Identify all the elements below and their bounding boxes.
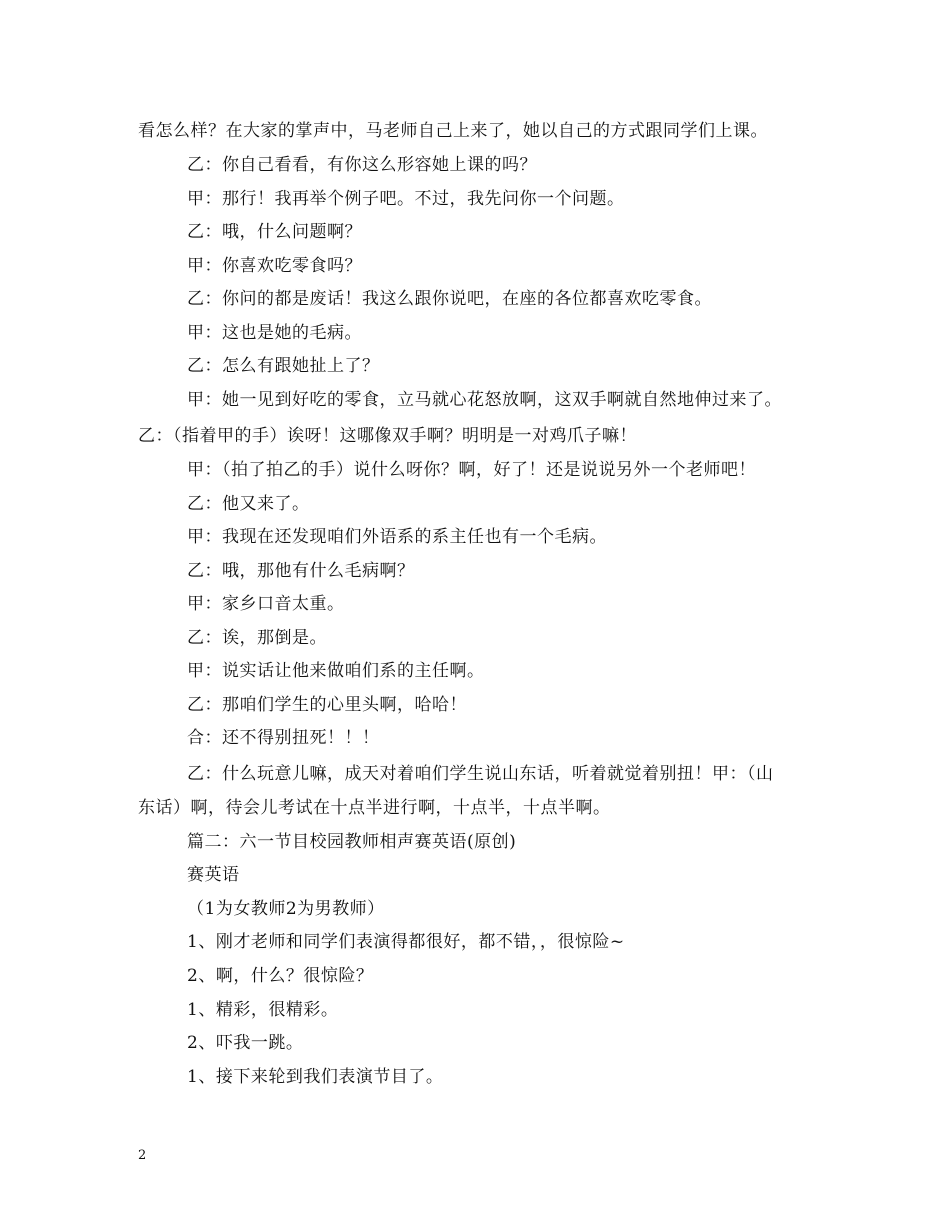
- text-line: 合：还不得别扭死！！！: [187, 728, 380, 748]
- text-line: 甲：家乡口音太重。: [187, 594, 345, 614]
- text-line: 赛英语: [187, 865, 240, 885]
- text-line: 东话）啊，待会儿考试在十点半进行啊，十点半，十点半啊。: [138, 798, 611, 818]
- text-line: 乙：怎么有跟她扯上了？: [187, 356, 380, 376]
- text-line: 甲：那行！我再举个例子吧。不过，我先问你一个问题。: [187, 189, 625, 209]
- text-line: 乙：他又来了。: [187, 494, 310, 514]
- text-line: 甲：这也是她的毛病。: [187, 323, 362, 343]
- text-line: 2、啊，什么？很惊险？: [187, 966, 374, 986]
- text-line: 看怎么样？在大家的掌声中，马老师自己上来了，她以自己的方式跟同学们上课。: [138, 121, 768, 141]
- text-line: 2、吓我一跳。: [187, 1033, 304, 1053]
- text-line: （1为女教师2为男教师）: [187, 899, 385, 919]
- page-number: 2: [138, 1148, 147, 1163]
- text-line: 1、精彩，很精彩。: [187, 1000, 339, 1020]
- text-line: 甲：说实话让他来做咱们系的主任啊。: [187, 661, 485, 681]
- text-line: 1、接下来轮到我们表演节目了。: [187, 1067, 444, 1087]
- text-line: 乙：诶，那倒是。: [187, 628, 327, 648]
- text-line: 乙：你自己看看，有你这么形容她上课的吗？: [187, 155, 537, 175]
- text-line: 甲：她一见到好吃的零食，立马就心花怒放啊，这双手啊就自然地伸过来了。: [187, 390, 782, 410]
- text-line: 甲：（拍了拍乙的手）说什么呀你？啊，好了！还是说说另外一个老师吧！: [187, 460, 756, 480]
- text-line: 甲：你喜欢吃零食吗？: [187, 256, 362, 276]
- text-line: 乙：你问的都是废话！我这么跟你说吧，在座的各位都喜欢吃零食。: [187, 289, 712, 309]
- text-line: 乙：（指着甲的手）诶呀！这哪像双手啊？明明是一对鸡爪子嘛！: [138, 426, 637, 446]
- text-line: 甲：我现在还发现咱们外语系的系主任也有一个毛病。: [187, 527, 607, 547]
- text-line: 篇二：六一节目校园教师相声赛英语(原创): [187, 832, 517, 852]
- text-line: 1、刚才老师和同学们表演得都很好，都不错，，很惊险~: [187, 932, 625, 952]
- text-line: 乙：什么玩意儿嘛，成天对着咱们学生说山东话，听着就觉着别扭！甲：（山: [187, 764, 774, 784]
- text-line: 乙：哦，那他有什么毛病啊？: [187, 561, 415, 581]
- text-line: 乙：那咱们学生的心里头啊，哈哈！: [187, 695, 467, 715]
- text-line: 乙：哦，什么问题啊？: [187, 222, 362, 242]
